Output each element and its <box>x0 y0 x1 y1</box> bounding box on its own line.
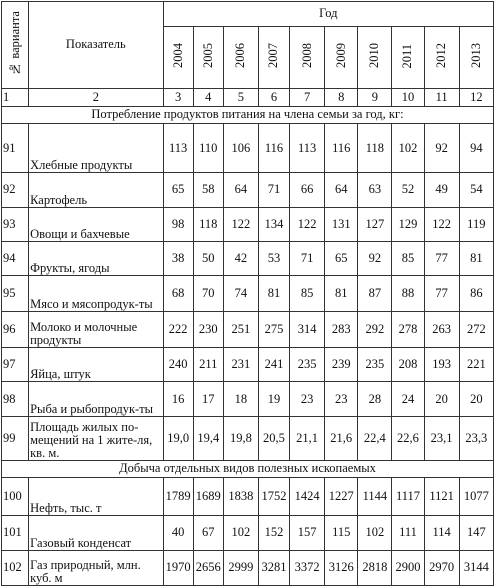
table-cell: 64 <box>325 172 358 207</box>
table-cell: 74 <box>223 276 258 311</box>
row-label: Яйца, штук <box>29 347 164 381</box>
column-number-row <box>2 88 494 106</box>
table-cell: 1424 <box>290 478 325 515</box>
section-consumption-title: Потребление продуктов питания на члена семьи за год, кг: <box>2 106 494 124</box>
table-cell: 81 <box>459 242 493 276</box>
section-row <box>2 106 494 124</box>
table-cell: 92 <box>424 124 459 173</box>
table-cell: 98 <box>163 208 193 242</box>
table-cell: 63 <box>358 172 392 207</box>
table-cell: 23 <box>290 381 325 416</box>
table-cell: 54 <box>459 172 493 207</box>
table-row <box>2 417 494 461</box>
col-number: 3 <box>163 88 193 106</box>
table-row <box>2 242 494 276</box>
table-cell: 113 <box>290 124 325 173</box>
table-cell: 283 <box>325 311 358 347</box>
table-cell: 70 <box>193 276 223 311</box>
table-cell: 114 <box>424 515 459 550</box>
table-cell: 235 <box>358 347 392 381</box>
table-cell: 24 <box>392 381 424 416</box>
table-cell: 52 <box>392 172 424 207</box>
variant-label: № варианта <box>7 11 22 76</box>
table-row <box>2 381 494 416</box>
table-cell: 19,4 <box>193 417 223 461</box>
table-row <box>2 515 494 550</box>
row-label: Мясо и мясопродук-ты <box>29 276 164 311</box>
table-cell: 68 <box>163 276 193 311</box>
col-number: 7 <box>290 88 325 106</box>
table-cell: 42 <box>223 242 258 276</box>
section-mining-title: Добыча отдельных видов полезных ископаемых <box>2 460 494 478</box>
col-number: 12 <box>459 88 493 106</box>
year-cell <box>459 26 493 88</box>
table-cell: 2818 <box>358 550 392 585</box>
table-cell: 1227 <box>325 478 358 515</box>
row-number: 102 <box>2 550 29 585</box>
year-cell <box>258 26 289 88</box>
col-number: 10 <box>392 88 424 106</box>
table-cell: 106 <box>223 124 258 173</box>
table-cell: 221 <box>459 347 493 381</box>
table-cell: 17 <box>193 381 223 416</box>
table-cell: 19,0 <box>163 417 193 461</box>
row-number: 91 <box>2 124 29 173</box>
table-cell: 102 <box>358 515 392 550</box>
table-cell: 16 <box>163 381 193 416</box>
table-cell: 118 <box>193 208 223 242</box>
statistics-table <box>1 1 494 586</box>
row-number: 99 <box>2 417 29 461</box>
table-cell: 263 <box>424 311 459 347</box>
table-cell: 3144 <box>459 550 493 585</box>
row-label: Фрукты, ягоды <box>29 242 164 276</box>
table-cell: 102 <box>392 124 424 173</box>
table-cell: 81 <box>325 276 358 311</box>
table-row <box>2 311 494 347</box>
table-cell: 122 <box>223 208 258 242</box>
row-label: Молоко и молочные продукты <box>29 311 164 347</box>
year-cell <box>358 26 392 88</box>
table-cell: 65 <box>325 242 358 276</box>
table-cell: 1970 <box>163 550 193 585</box>
table-cell: 208 <box>392 347 424 381</box>
table-cell: 115 <box>325 515 358 550</box>
table-row <box>2 124 494 173</box>
table-cell: 81 <box>258 276 289 311</box>
table-cell: 77 <box>424 242 459 276</box>
table-cell: 71 <box>290 242 325 276</box>
table-cell: 20 <box>424 381 459 416</box>
table-cell: 3372 <box>290 550 325 585</box>
col-number: 9 <box>358 88 392 106</box>
table-cell: 292 <box>358 311 392 347</box>
row-number: 95 <box>2 276 29 311</box>
col-number: 11 <box>424 88 459 106</box>
year-label: 2005 <box>200 43 215 69</box>
table-cell: 116 <box>258 124 289 173</box>
table-cell: 118 <box>358 124 392 173</box>
table-cell: 1077 <box>459 478 493 515</box>
table-cell: 67 <box>193 515 223 550</box>
table-cell: 1789 <box>163 478 193 515</box>
table-cell: 193 <box>424 347 459 381</box>
col-number: 8 <box>325 88 358 106</box>
year-cell <box>392 26 424 88</box>
section-row <box>2 460 494 478</box>
table-cell: 22,6 <box>392 417 424 461</box>
table-cell: 157 <box>290 515 325 550</box>
table-cell: 21,6 <box>325 417 358 461</box>
table-cell: 87 <box>358 276 392 311</box>
table-cell: 18 <box>223 381 258 416</box>
table-cell: 240 <box>163 347 193 381</box>
table-cell: 129 <box>392 208 424 242</box>
row-label: Картофель <box>29 172 164 207</box>
table-cell: 20 <box>459 381 493 416</box>
table-cell: 119 <box>459 208 493 242</box>
header-indicator: Показатель <box>29 2 164 89</box>
year-label: 2012 <box>434 43 449 69</box>
row-label: Газ природный, млн. куб. м <box>29 550 164 585</box>
year-cell <box>163 26 193 88</box>
table-cell: 1121 <box>424 478 459 515</box>
row-number: 92 <box>2 172 29 207</box>
table-cell: 2900 <box>392 550 424 585</box>
table-cell: 2656 <box>193 550 223 585</box>
table-cell: 3281 <box>258 550 289 585</box>
year-label: 2004 <box>170 43 185 69</box>
table-cell: 2970 <box>424 550 459 585</box>
table-cell: 88 <box>392 276 424 311</box>
table-cell: 49 <box>424 172 459 207</box>
table-cell: 152 <box>258 515 289 550</box>
table-cell: 1752 <box>258 478 289 515</box>
header-year: Год <box>163 2 493 27</box>
table-cell: 21,1 <box>290 417 325 461</box>
row-label: Хлебные продукты <box>29 124 164 173</box>
year-label: 2009 <box>333 43 348 69</box>
table-cell: 23,1 <box>424 417 459 461</box>
table-cell: 1689 <box>193 478 223 515</box>
mining-rows <box>2 478 494 586</box>
table-cell: 19,8 <box>223 417 258 461</box>
table-cell: 122 <box>290 208 325 242</box>
table-cell: 58 <box>193 172 223 207</box>
col-number: 2 <box>29 88 164 106</box>
col-number: 6 <box>258 88 289 106</box>
row-label: Рыба и рыбопродук-ты <box>29 381 164 416</box>
table-cell: 40 <box>163 515 193 550</box>
year-cell <box>325 26 358 88</box>
table-cell: 77 <box>424 276 459 311</box>
table-cell: 147 <box>459 515 493 550</box>
table-cell: 92 <box>358 242 392 276</box>
table-row <box>2 276 494 311</box>
table-cell: 65 <box>163 172 193 207</box>
table-row <box>2 347 494 381</box>
table-cell: 131 <box>325 208 358 242</box>
table-row <box>2 172 494 207</box>
row-number: 96 <box>2 311 29 347</box>
header-variant <box>2 2 29 89</box>
row-number: 101 <box>2 515 29 550</box>
table-cell: 241 <box>258 347 289 381</box>
table-cell: 251 <box>223 311 258 347</box>
table-cell: 50 <box>193 242 223 276</box>
row-number: 94 <box>2 242 29 276</box>
table-cell: 94 <box>459 124 493 173</box>
row-number: 97 <box>2 347 29 381</box>
table-cell: 239 <box>325 347 358 381</box>
table-cell: 28 <box>358 381 392 416</box>
table-cell: 113 <box>163 124 193 173</box>
table-cell: 23,3 <box>459 417 493 461</box>
row-number: 93 <box>2 208 29 242</box>
table-cell: 3126 <box>325 550 358 585</box>
table-cell: 222 <box>163 311 193 347</box>
row-number: 98 <box>2 381 29 416</box>
table-cell: 2999 <box>223 550 258 585</box>
table-cell: 1144 <box>358 478 392 515</box>
year-label: 2010 <box>367 43 382 69</box>
table-cell: 134 <box>258 208 289 242</box>
year-label: 2013 <box>468 43 483 69</box>
table-row <box>2 550 494 585</box>
row-number: 100 <box>2 478 29 515</box>
table-cell: 64 <box>223 172 258 207</box>
consumption-rows <box>2 124 494 461</box>
table-cell: 127 <box>358 208 392 242</box>
year-label: 2007 <box>266 43 281 69</box>
table-cell: 20,5 <box>258 417 289 461</box>
table-cell: 275 <box>258 311 289 347</box>
table-cell: 110 <box>193 124 223 173</box>
table-cell: 102 <box>223 515 258 550</box>
year-cell <box>193 26 223 88</box>
table-cell: 1117 <box>392 478 424 515</box>
table-cell: 122 <box>424 208 459 242</box>
table-cell: 235 <box>290 347 325 381</box>
table-cell: 231 <box>223 347 258 381</box>
table-cell: 116 <box>325 124 358 173</box>
year-label: 2008 <box>299 43 314 69</box>
year-label: 2011 <box>400 43 415 69</box>
row-label: Площадь жилых по-мещений на 1 жите-ля, кв. м. <box>29 417 164 461</box>
table-cell: 278 <box>392 311 424 347</box>
table-cell: 1838 <box>223 478 258 515</box>
col-number: 1 <box>2 88 29 106</box>
table-cell: 85 <box>290 276 325 311</box>
table-cell: 230 <box>193 311 223 347</box>
table-row <box>2 478 494 515</box>
row-label: Нефть, тыс. т <box>29 478 164 515</box>
year-cell <box>290 26 325 88</box>
table-cell: 19 <box>258 381 289 416</box>
header-row <box>2 2 494 27</box>
row-label: Овощи и бахчевые <box>29 208 164 242</box>
table-cell: 23 <box>325 381 358 416</box>
table-cell: 66 <box>290 172 325 207</box>
table-cell: 314 <box>290 311 325 347</box>
row-label: Газовый конденсат <box>29 515 164 550</box>
year-cell <box>424 26 459 88</box>
table-cell: 85 <box>392 242 424 276</box>
col-number: 4 <box>193 88 223 106</box>
table-cell: 111 <box>392 515 424 550</box>
year-label: 2006 <box>233 43 248 69</box>
col-number: 5 <box>223 88 258 106</box>
table-cell: 38 <box>163 242 193 276</box>
table-cell: 71 <box>258 172 289 207</box>
year-cell <box>223 26 258 88</box>
table-cell: 53 <box>258 242 289 276</box>
table-cell: 86 <box>459 276 493 311</box>
table-cell: 22,4 <box>358 417 392 461</box>
table-row <box>2 208 494 242</box>
table-cell: 211 <box>193 347 223 381</box>
table-cell: 272 <box>459 311 493 347</box>
